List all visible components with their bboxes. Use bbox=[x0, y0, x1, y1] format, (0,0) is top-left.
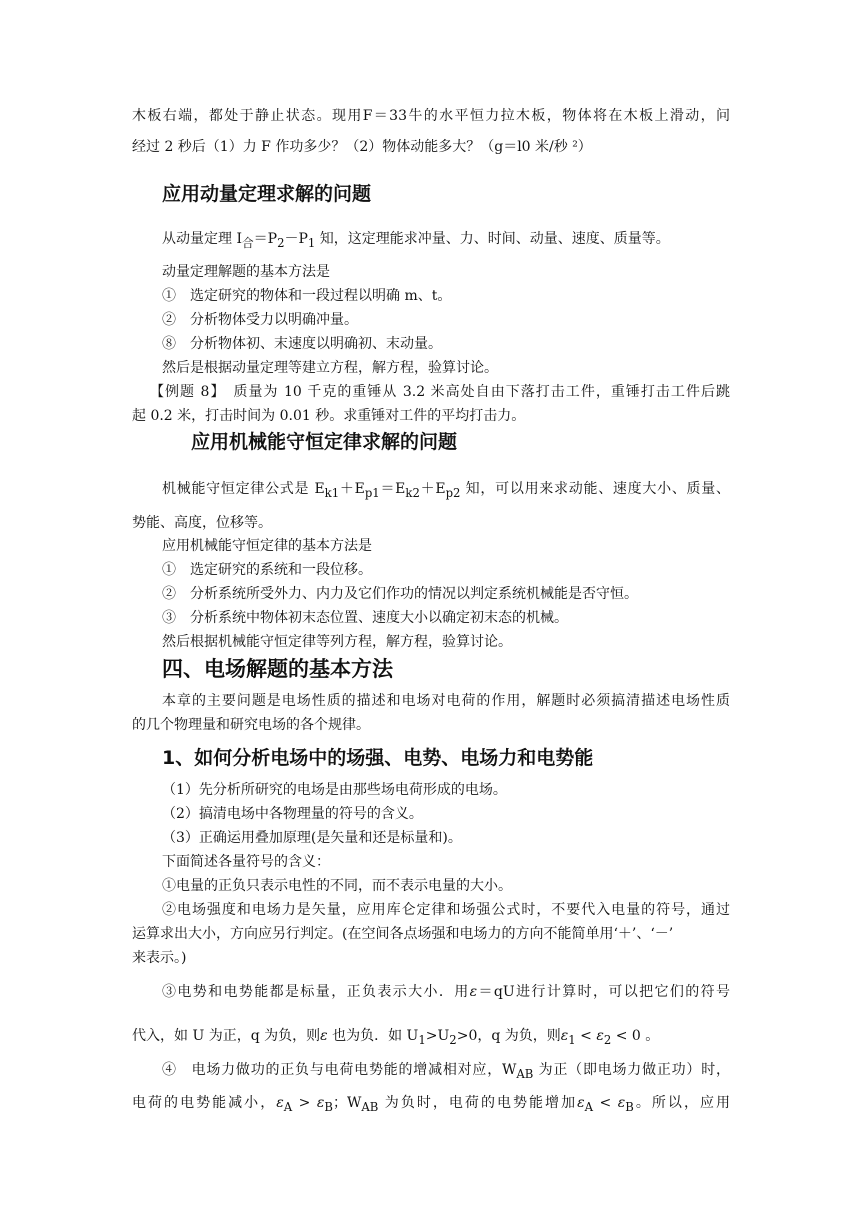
energy-method-title: 应用机械能守恒定律的基本方法是 bbox=[162, 538, 372, 554]
text-run: ③电势和电势能都是标量，正负表示大小．用 bbox=[162, 984, 470, 1000]
subsection-heading-field-analysis: 1、如何分析电场中的场强、电势、电场力和电势能 bbox=[162, 747, 594, 769]
subscript: A bbox=[283, 1099, 293, 1114]
subscript: k1 bbox=[324, 485, 340, 500]
epsilon-symbol: ε bbox=[560, 1028, 569, 1044]
energy-conclusion: 然后根据机械能守恒定律等列方程，解方程，验算讨论。 bbox=[162, 634, 512, 650]
text-run: 电荷的电势能减小， bbox=[132, 1095, 277, 1111]
text-run: ④ 电场力做功的正负与电荷电势能的增减相对应，W bbox=[162, 1062, 517, 1078]
symbol-item-2-line-2: 运算求出大小，方向应另行判定。(在空间各点场强和电场力的方向不能简单用‘＋’、‘－’ bbox=[132, 926, 674, 942]
text-run: < bbox=[575, 1028, 597, 1044]
energy-step-3: ③ 分析系统中物体初末态位置、速度大小以确定初末态的机械。 bbox=[162, 610, 568, 626]
field-point-1: （1）先分析所研究的电场是由那些场电荷形成的电场。 bbox=[162, 782, 507, 798]
field-intro-line-2: 的几个物理量和研究电场的各个规律。 bbox=[132, 717, 370, 733]
subscript: 2 bbox=[603, 1032, 612, 1047]
text-run: < 0 。 bbox=[611, 1028, 660, 1044]
energy-formula-line bbox=[162, 480, 730, 502]
subscript: B bbox=[625, 1099, 634, 1114]
problem-text-line-2: 经过 2 秒后（1）力 F 作功多少？（2）物体动能多大？（g＝l0 米/秒 ²） bbox=[132, 139, 592, 155]
momentum-conclusion: 然后是根据动量定理等建立方程，解方程，验算讨论。 bbox=[162, 360, 498, 376]
symbol-item-4-line-1 bbox=[162, 1061, 730, 1083]
section-heading-energy: 应用机械能守恒定律求解的问题 bbox=[191, 431, 458, 453]
field-intro-line-1: 本章的主要问题是电场性质的描述和电场对电荷的作用，解题时必须搞清描述电场性质 bbox=[162, 693, 730, 709]
subscript: 合 bbox=[241, 235, 254, 250]
subscript: k2 bbox=[405, 485, 420, 500]
field-point-2: （2）搞清电场中各物理量的符号的含义。 bbox=[162, 806, 423, 822]
subscript: A bbox=[584, 1099, 594, 1114]
text-run: ＝P bbox=[253, 231, 278, 247]
symbol-item-2-line-3: 来表示。) bbox=[132, 950, 187, 966]
symbol-list-title: 下面简述各量符号的含义： bbox=[162, 854, 330, 870]
energy-formula-line-2: 势能、高度，位移等。 bbox=[132, 515, 272, 531]
example-8-line-1: 【例题 8】 质量为 10 千克的重锤从 3.2 米高处自由下落打击工件，重锤打击工件后跳 bbox=[150, 384, 730, 400]
energy-step-1: ① 选定研究的系统和一段位移。 bbox=[162, 562, 372, 578]
symbol-item-1: ①电量的正负只表示电性的不同，而不表示电量的大小。 bbox=[162, 878, 512, 894]
example-8-line-2: 起 0.2 米，打击时间为 0.01 秒。求重锤对工件的平均打击力。 bbox=[132, 408, 526, 424]
subscript: 2 bbox=[449, 1032, 457, 1047]
text-run: ＋E bbox=[339, 481, 365, 497]
text-run: 代入，如 U 为正，q 为负，则 bbox=[132, 1028, 321, 1044]
subscript: AB bbox=[361, 1099, 379, 1114]
text-run: 为负时，电荷的电势能增加 bbox=[378, 1095, 578, 1111]
momentum-step-1: ① 选定研究的物体和一段过程以明确 m、t。 bbox=[162, 288, 452, 304]
section-heading-momentum: 应用动量定理求解的问题 bbox=[162, 183, 372, 205]
symbol-item-3-line-2 bbox=[132, 1027, 659, 1049]
epsilon-symbol: ε bbox=[320, 1028, 328, 1044]
subscript: 2 bbox=[277, 235, 285, 250]
epsilon-symbol: ε bbox=[276, 1095, 284, 1111]
text-run: 进行计算时，可以把它们的符号 bbox=[514, 984, 731, 1000]
text-run: >0，q 为负，则 bbox=[456, 1028, 561, 1044]
momentum-intro bbox=[162, 230, 670, 252]
momentum-method-title: 动量定理解题的基本方法是 bbox=[162, 264, 330, 280]
text-run: ＋E bbox=[419, 481, 446, 497]
text-run: < bbox=[593, 1095, 618, 1111]
text-run: 知，这定理能求冲量、力、时间、动量、速度、质量等。 bbox=[315, 231, 670, 247]
field-point-3: （3）正确运用叠加原理(是矢量和还是标量和)。 bbox=[162, 830, 462, 846]
text-run: 从动量定理 I bbox=[162, 231, 242, 247]
epsilon-symbol: ε bbox=[617, 1095, 626, 1111]
epsilon-symbol: ε bbox=[577, 1095, 585, 1111]
epsilon-symbol: ε bbox=[469, 984, 478, 1000]
subscript: 1 bbox=[307, 235, 316, 250]
text-run: 为正（即电场力做正功）时， bbox=[533, 1062, 730, 1078]
momentum-step-3: ⑧ 分析物体初、末速度以明确初、末动量。 bbox=[162, 336, 442, 352]
symbol-item-4-line-2 bbox=[132, 1094, 730, 1116]
epsilon-symbol: ε bbox=[596, 1028, 604, 1044]
symbol-item-2-line-1: ②电场强度和电场力是矢量，应用库仑定律和场强公式时，不要代入电量的符号，通过 bbox=[162, 902, 730, 918]
text-run: >U bbox=[425, 1028, 450, 1044]
subscript: 1 bbox=[568, 1032, 576, 1047]
energy-step-2: ② 分析系统所受外力、内力及它们作功的情况以判定系统机械能是否守恒。 bbox=[162, 586, 638, 602]
symbol-item-3-line-1 bbox=[162, 983, 730, 1001]
subscript: B bbox=[324, 1099, 333, 1114]
text-run: ；W bbox=[332, 1095, 362, 1111]
text-run: ＝E bbox=[379, 481, 406, 497]
text-run: > bbox=[292, 1095, 317, 1111]
problem-text-line-1: 木板右端，都处于静止状态。现用F＝33牛的水平恒力拉木板，物体将在木板上滑动，问 bbox=[132, 108, 730, 124]
subscript: p1 bbox=[364, 485, 380, 500]
text-run: －P bbox=[284, 231, 308, 247]
momentum-step-2: ② 分析物体受力以明确冲量。 bbox=[162, 312, 358, 328]
subscript: AB bbox=[516, 1066, 534, 1081]
epsilon-symbol: ε bbox=[316, 1095, 325, 1111]
text-run: ＝qU bbox=[477, 984, 515, 1000]
text-run: 知，可以用来求动能、速度大小、质量、 bbox=[460, 481, 731, 497]
text-run: 也为负．如 U bbox=[327, 1028, 419, 1044]
text-run: 机械能守恒定律公式是 E bbox=[162, 481, 325, 497]
text-run: 。所以，应用 bbox=[633, 1095, 730, 1111]
chapter-heading-electric-field: 四、电场解题的基本方法 bbox=[162, 657, 393, 681]
subscript: 1 bbox=[418, 1032, 426, 1047]
subscript: p2 bbox=[445, 485, 461, 500]
